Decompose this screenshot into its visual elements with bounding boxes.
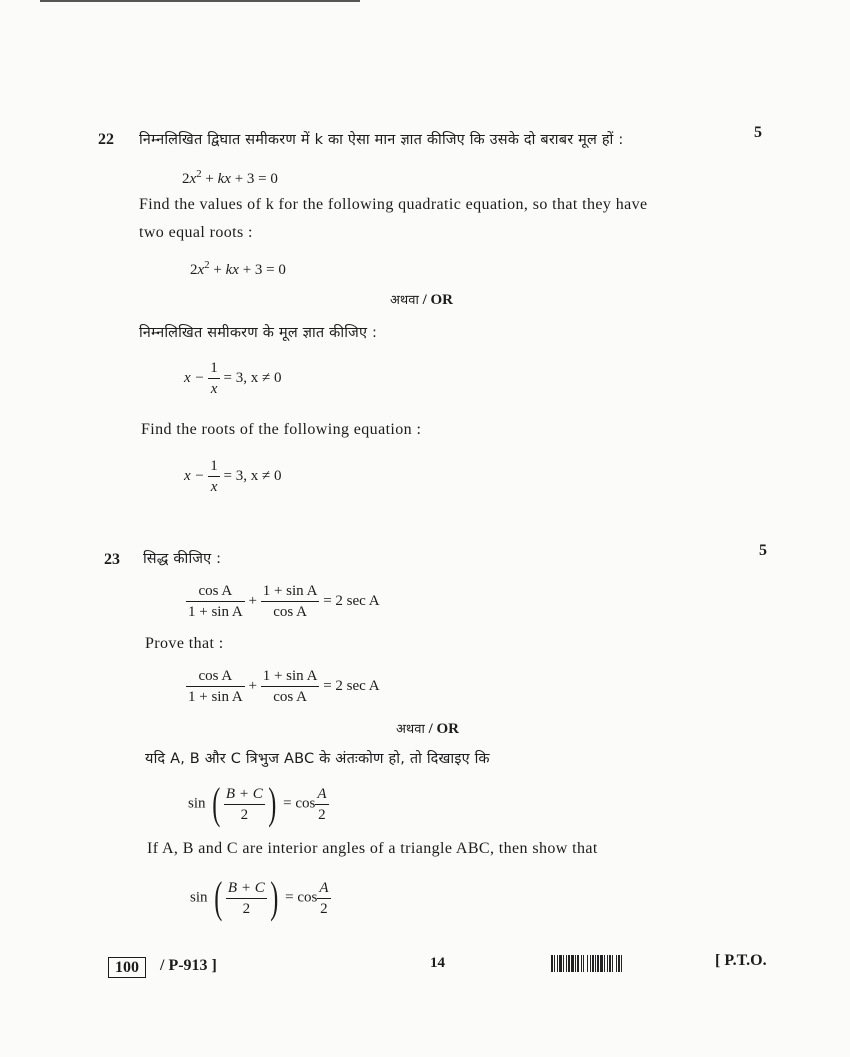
or-separator xyxy=(390,290,453,309)
footer-box-number: 100 xyxy=(108,957,146,978)
left-paren: ( xyxy=(212,779,221,828)
fraction-numerator: 1 xyxy=(208,358,220,379)
eq-left: x − xyxy=(184,369,205,386)
eq-left: x − xyxy=(184,467,205,484)
alt-equation-english xyxy=(184,456,281,497)
trig-identity-hindi xyxy=(188,779,329,828)
alt-english-prompt: Find the roots of the following equation : xyxy=(141,421,422,438)
fraction xyxy=(208,456,220,497)
fraction xyxy=(186,666,245,707)
right-paren: ) xyxy=(268,779,277,828)
question-marks: 5 xyxy=(754,124,762,141)
or-english: OR xyxy=(436,721,460,737)
trig-identity-english xyxy=(190,873,331,922)
sin-label: sin xyxy=(188,795,206,812)
fraction xyxy=(186,581,245,622)
pto-label: [ P.T.O. xyxy=(715,952,767,969)
alt-english-prompt: If A, B and C are interior angles of a triangle ABC, then show that xyxy=(147,840,598,857)
fraction xyxy=(224,784,265,825)
cos-label: = cos xyxy=(283,795,316,812)
fraction xyxy=(226,878,267,919)
fraction-denominator: 2 xyxy=(318,806,326,823)
barcode-stripe xyxy=(622,955,624,972)
fraction-denominator: 2 xyxy=(242,900,251,917)
identity-hindi xyxy=(186,581,380,622)
fraction-denominator: cos A xyxy=(273,604,307,620)
rhs: = 2 sec A xyxy=(323,677,380,694)
cos-label: = cos xyxy=(285,889,318,906)
or-hindi: अथवा xyxy=(396,722,425,737)
footer-paper-code: / P-913 ] xyxy=(160,957,217,974)
question-hindi-prompt: सिद्ध कीजिए : xyxy=(143,551,222,567)
rhs: = 2 sec A xyxy=(323,592,380,609)
question-marks: 5 xyxy=(759,542,767,559)
plus-sign: + xyxy=(248,677,257,694)
or-english: OR xyxy=(430,292,454,308)
fraction-denominator: 2 xyxy=(320,900,328,917)
question-number: 23 xyxy=(104,551,120,568)
top-rule xyxy=(40,0,360,2)
fraction xyxy=(317,878,330,919)
fraction-numerator: 1 + sin A xyxy=(261,666,320,687)
question-hindi-prompt: निम्नलिखित द्विघात समीकरण में k का ऐसा मान ज्ञात कीजिए कि उसके दो बराबर मूल हों : xyxy=(139,132,624,148)
alt-hindi-prompt: निम्नलिखित समीकरण के मूल ज्ञात कीजिए : xyxy=(139,325,378,341)
question-number: 22 xyxy=(98,131,114,148)
plus-sign: + xyxy=(248,592,257,609)
or-slash: / xyxy=(428,721,433,737)
fraction-numerator: B + C xyxy=(224,784,265,805)
or-hindi: अथवा xyxy=(390,293,419,308)
fraction-numerator: cos A xyxy=(186,666,245,687)
fraction-numerator: 1 + sin A xyxy=(261,581,320,602)
eq-right: = 3, x ≠ 0 xyxy=(223,369,282,386)
question-english-prompt-line2: two equal roots : xyxy=(139,224,253,241)
fraction xyxy=(315,784,328,825)
alt-hindi-prompt: यदि A, B और C त्रिभुज ABC के अंतःकोण हो, तो दिखाइए कि xyxy=(145,751,490,767)
fraction-denominator: 1 + sin A xyxy=(188,689,243,705)
fraction xyxy=(208,358,220,399)
equation-hindi: $2x^2$ + kx + 3 = 0 xyxy=(182,168,278,187)
fraction-numerator: A xyxy=(315,784,328,805)
left-paren: ( xyxy=(214,873,223,922)
equation-english: $2x^2$ + kx + 3 = 0 xyxy=(190,259,286,278)
question-english-prompt-line1: Find the values of k for the following quadratic equation, so that they have xyxy=(139,196,648,213)
fraction-numerator: B + C xyxy=(226,878,267,899)
barcode xyxy=(551,955,697,972)
right-paren: ) xyxy=(270,873,279,922)
or-separator xyxy=(396,719,459,738)
fraction xyxy=(261,581,320,622)
fraction-numerator: A xyxy=(317,878,330,899)
eq-right: = 3, x ≠ 0 xyxy=(223,467,282,484)
fraction-numerator: cos A xyxy=(186,581,245,602)
fraction-denominator: cos A xyxy=(273,689,307,705)
question-english-prompt: Prove that : xyxy=(145,635,224,652)
fraction-denominator: x xyxy=(210,381,218,397)
fraction-denominator: 1 + sin A xyxy=(188,604,243,620)
or-slash: / xyxy=(422,292,427,308)
fraction-denominator: x xyxy=(210,479,218,495)
page-number: 14 xyxy=(430,955,445,971)
fraction xyxy=(261,666,320,707)
fraction-numerator: 1 xyxy=(208,456,220,477)
sin-label: sin xyxy=(190,889,208,906)
alt-equation-hindi xyxy=(184,358,281,399)
fraction-denominator: 2 xyxy=(240,806,249,823)
identity-english xyxy=(186,666,380,707)
